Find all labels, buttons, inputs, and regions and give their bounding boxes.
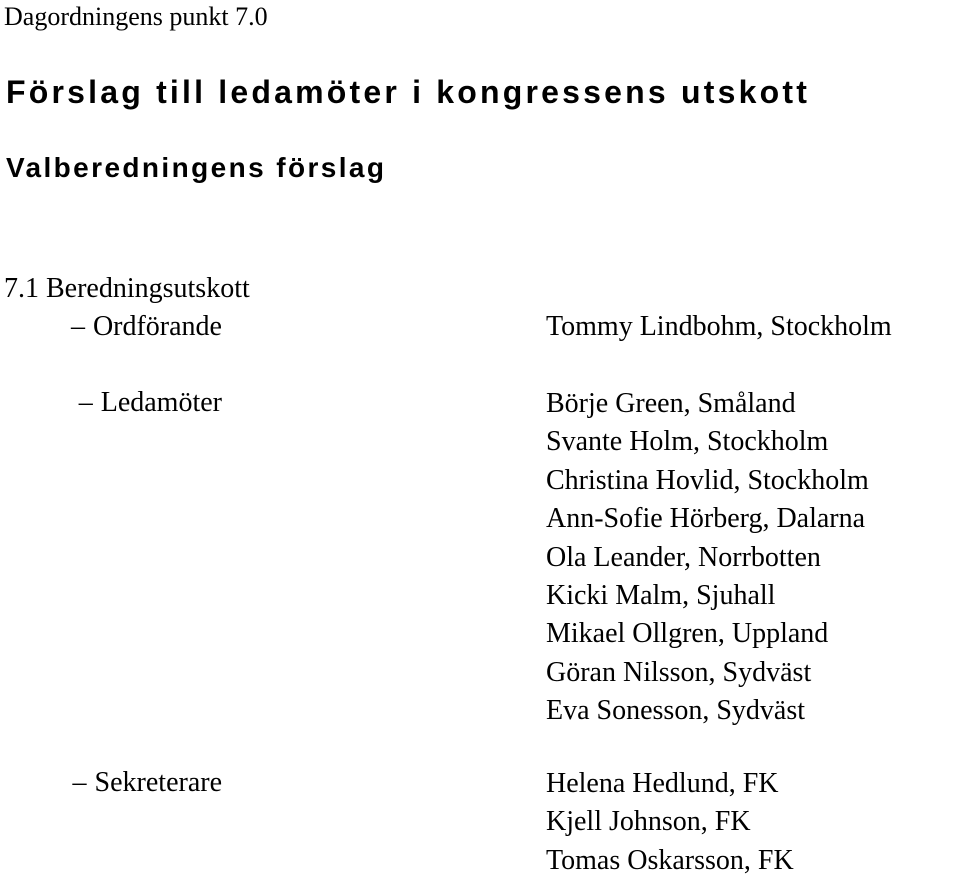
role-label-chair: Ordförande bbox=[92, 311, 222, 342]
name-entry: Mikael Ollgren, Uppland bbox=[546, 618, 829, 650]
role-members bbox=[79, 386, 222, 420]
name-entry: Tomas Oskarsson, FK bbox=[546, 844, 794, 876]
names-chair bbox=[546, 308, 892, 346]
name-entry: Kicki Malm, Sjuhall bbox=[546, 580, 776, 612]
name-entry: Svante Holm, Stockholm bbox=[546, 426, 829, 458]
document-subtitle: Valberedningens förslag bbox=[6, 152, 387, 183]
role-secretaries bbox=[73, 766, 222, 800]
role-dash: – bbox=[72, 767, 87, 798]
document-title: Förslag till ledamöter i kongressens utskott bbox=[6, 74, 811, 110]
role-dash: – bbox=[78, 387, 93, 418]
name-entry: Göran Nilsson, Sydväst bbox=[546, 656, 812, 688]
role-dash: – bbox=[70, 311, 85, 342]
name-entry: Christina Hovlid, Stockholm bbox=[546, 464, 869, 496]
role-label-secretaries: Sekreterare bbox=[94, 767, 222, 798]
name-entry: Ann-Sofie Hörberg, Dalarna bbox=[546, 503, 866, 535]
name-entry: Ola Leander, Norrbotten bbox=[546, 541, 821, 573]
name-entry: Börje Green, Småland bbox=[546, 388, 796, 419]
name-entry: Kjell Johnson, FK bbox=[546, 806, 751, 838]
section-heading: 7.1 Beredningsutskott bbox=[4, 273, 250, 304]
name-entry: Tommy Lindbohm, Stockholm bbox=[546, 311, 892, 342]
name-entry: Eva Sonesson, Sydväst bbox=[546, 695, 805, 727]
role-chair bbox=[71, 310, 222, 344]
names-members bbox=[546, 385, 869, 731]
role-label-members: Ledamöter bbox=[100, 387, 222, 418]
agenda-item: Dagordningens punkt 7.0 bbox=[4, 2, 268, 31]
name-entry: Helena Hedlund, FK bbox=[546, 768, 779, 799]
names-secretaries bbox=[546, 765, 794, 880]
